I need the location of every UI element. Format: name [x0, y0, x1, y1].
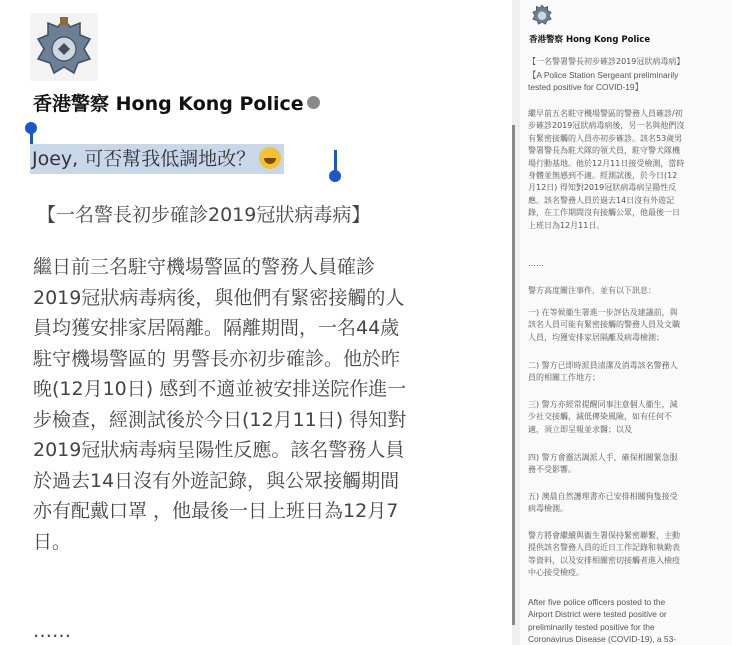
reference-headline-en: 【A Police Station Sergeant preliminarily tested positive for COVID-19】 [528, 70, 679, 93]
selected-text[interactable]: Joey, 可否幫我低調地改？ [30, 144, 284, 174]
verified-icon [307, 96, 320, 109]
police-badge-icon [30, 13, 98, 81]
selection-end-handle[interactable] [334, 150, 337, 174]
reference-dots: …… [528, 259, 544, 268]
selection-start-handle[interactable] [30, 126, 33, 144]
reference-headline-zh: 【一名警署警長初步確診2019冠狀病毒病】 [528, 57, 685, 66]
reference-english: After five police officers posted to the Airport District were tested positive or preliminarily tested positive for the Coronavirus Disease (COVID-19), a 53- [528, 597, 677, 645]
post-body: 繼日前三名駐守機場警區的警務人員確診 2019冠狀病毒病後，與他們有緊密接觸的人 員均獲安排家居隔離。隔離期間，一名44歲 駐守機場警區的 男警長亦初步確診。他於昨 晚(12月10日) 感到不適並被安排送院作進一 步檢查，經測試後於今日(12月11日) 得知對 2019冠狀病毒病呈陽性反應。該名警務人員 於過去14日沒有外遊記錄，與公眾接觸期間 亦有配戴口罩 ，他最後一日上班日為12月7 日。 [33, 256, 407, 553]
police-badge-icon [530, 3, 554, 27]
reference-item-2: 二) 警方已即時派員清潔及消毒該名警務人 員的相關工作地方； [528, 361, 678, 383]
grin-emoji-icon [259, 147, 281, 169]
reference-intro: 警方高度關注事件，並有以下訊息： [528, 286, 656, 295]
reference-item-5: 五) 澳晨自然護理書亦已安排相關狗隻接受 病毒檢測。 [528, 492, 678, 514]
reference-closing: 警方將會繼續與衞生署保持緊密聯繫，主動 提供該名警務人員的近日工作記錄和執勤表 等資料，以及安排相關密切接觸者進入檢疫 中心接受檢疫。 [528, 531, 680, 578]
page-name[interactable]: 香港警察 Hong Kong Police [33, 89, 453, 116]
reference-post [520, 0, 732, 645]
reference-item-1: 一) 在等候衞生署進一步評估及建議前，與 該名人員可能有緊密接觸的警務人員及文職 人員，均獲安排家居隔離及病毒檢測； [528, 308, 680, 342]
reference-item-3: 三) 警方亦經常提醒同事注意個人衞生，減 少社交接觸，減低傳染風險，如有任何不 適，須立即呈報並求醫；以及 [528, 400, 678, 434]
post-ellipsis: …… [33, 620, 71, 642]
scrollbar[interactable] [512, 125, 515, 625]
reference-paragraph-1: 繼早前五名駐守機場警區的警務人員確診/初 步確診2019冠狀病毒病後，另一名與他們沒 有緊密接觸的人員亦初步確診。該名53歲男 警署警長為駐犬隊的領犬員，駐守警犬隊機 場行動基地。他於12月11日接受檢測，當時 身體並無感到不適。經測試後，於今日(12 月12日) 得知對2019冠狀病毒病呈陽性反 應。該名警務人員於過去14日沒有外遊記 錄，在工作期間沒有接觸公眾，他最後一日 上班日為12月11日。 [528, 109, 685, 230]
post-headline: 【一名警長初步確診2019冠狀病毒病】 [37, 204, 371, 226]
reference-item-4: 四) 警方會靈活調派人手，確保相關緊急服 務不受影響。 [528, 453, 678, 475]
reference-page-name[interactable]: 香港警察 Hong Kong Police [529, 35, 651, 45]
